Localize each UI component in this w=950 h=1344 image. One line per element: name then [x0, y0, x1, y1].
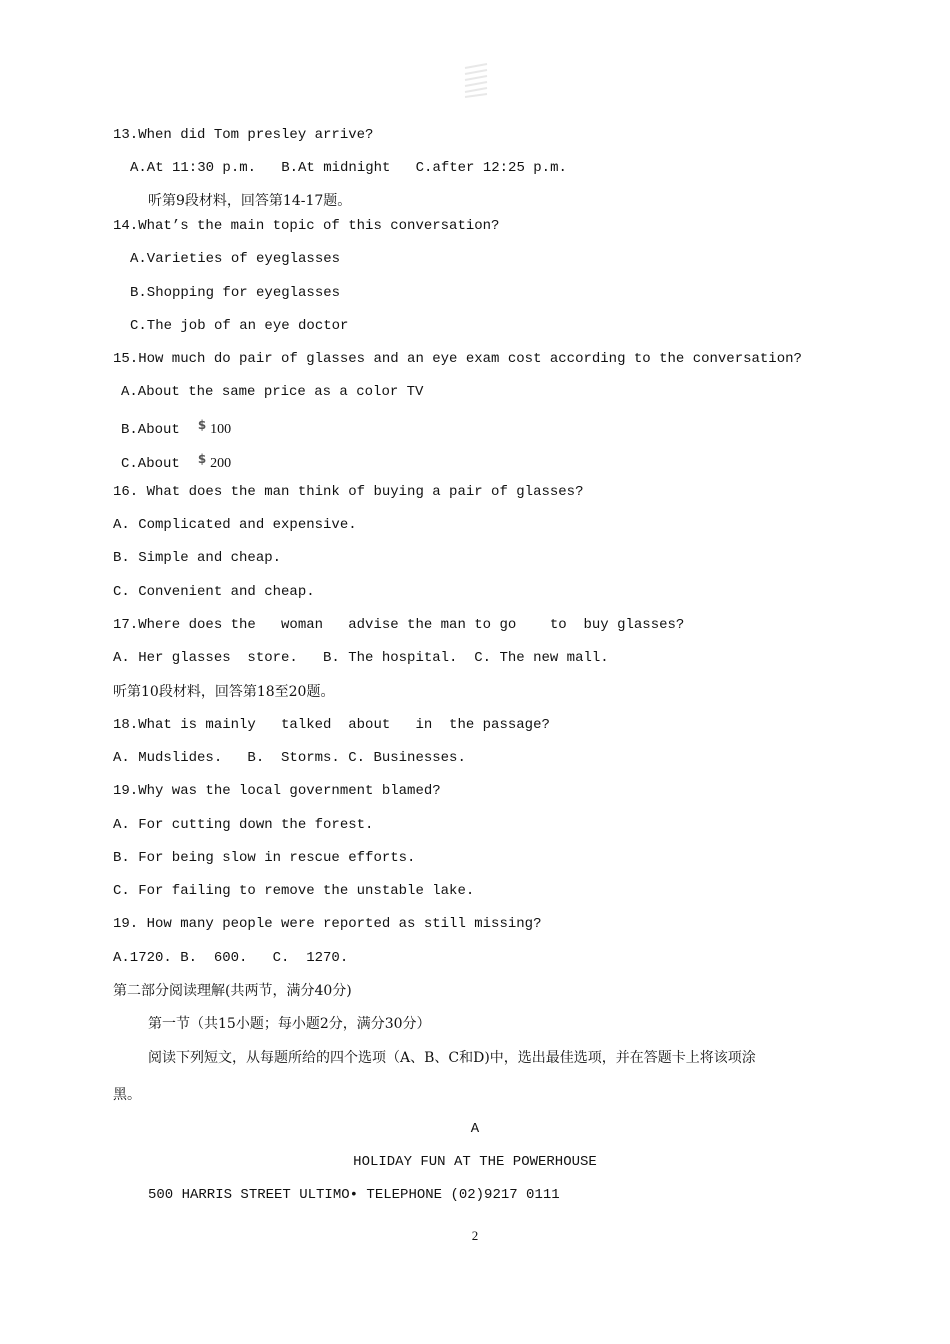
question-14-option-b: B.Shopping for eyeglasses: [130, 285, 341, 301]
question-19-option-b: B. For being slow in rescue efforts.: [113, 850, 416, 866]
section-1-heading: 第一节（共15小题；每小题2分，满分30分）: [148, 1016, 431, 1032]
question-15-option-a: A.About the same price as a color TV: [121, 384, 424, 400]
question-17-options: A. Her glasses store. B. The hospital. C. The new mall.: [113, 650, 609, 666]
question-13-options: A.At 11:30 p.m. B.At midnight C.after 12:25 p.m.: [130, 160, 567, 176]
question-14-option-a: A.Varieties of eyeglasses: [130, 251, 341, 267]
passage-title: HOLIDAY FUN AT THE POWERHOUSE: [353, 1154, 597, 1170]
option-c-prefix: C.About: [121, 456, 180, 472]
instructions-line-1: 阅读下列短文，从每题所给的四个选项（A、B、C和D)中，选出最佳选项，并在答题卡上将该项涂: [148, 1050, 756, 1066]
question-17: 17.Where does the woman advise the man to go to buy glasses?: [113, 617, 685, 633]
question-14: 14.What’s the main topic of this conversation?: [113, 218, 500, 234]
question-20: 19. How many people were reported as still missing?: [113, 916, 542, 932]
passage-address: 500 HARRIS STREET ULTIMO• TELEPHONE (02)9217 0111: [148, 1187, 560, 1203]
question-16: 16. What does the man think of buying a pair of glasses?: [113, 484, 584, 500]
question-19-option-c: C. For failing to remove the unstable lake.: [113, 883, 475, 899]
dollar-icon: $: [197, 418, 207, 432]
question-15-option-b: [121, 415, 231, 440]
question-14-option-c: C.The job of an eye doctor: [130, 318, 349, 334]
page-number: 2: [471, 1228, 479, 1243]
question-16-option-c: C. Convenient and cheap.: [113, 584, 315, 600]
question-19: 19.Why was the local government blamed?: [113, 783, 441, 799]
option-b-amount: 100: [210, 422, 232, 437]
section-9-heading: 听第9段材料，回答第14-17题。: [148, 193, 352, 209]
question-18: 18.What is mainly talked about in the passage?: [113, 717, 550, 733]
stripes-logo-icon: [461, 62, 491, 98]
question-15-option-c: [121, 449, 231, 474]
question-19-option-a: A. For cutting down the forest.: [113, 817, 374, 833]
instructions-line-2: 黑。: [113, 1087, 141, 1103]
question-20-options: A.1720. B. 600. C. 1270.: [113, 950, 349, 966]
option-c-amount: 200: [210, 456, 232, 471]
question-18-options: A. Mudslides. B. Storms. C. Businesses.: [113, 750, 466, 766]
passage-letter: A: [470, 1121, 480, 1137]
question-13: 13.When did Tom presley arrive?: [113, 127, 374, 143]
dollar-icon: $: [197, 452, 207, 466]
part-2-heading: 第二部分阅读理解(共两节，满分40分): [113, 983, 352, 999]
question-16-option-b: B. Simple and cheap.: [113, 550, 282, 566]
question-16-option-a: A. Complicated and expensive.: [113, 517, 357, 533]
section-10-heading: 听第10段材料，回答第18至20题。: [113, 684, 335, 700]
question-15: 15.How much do pair of glasses and an eye exam cost according to the conversation?: [113, 351, 802, 367]
option-b-prefix: B.About: [121, 422, 180, 438]
